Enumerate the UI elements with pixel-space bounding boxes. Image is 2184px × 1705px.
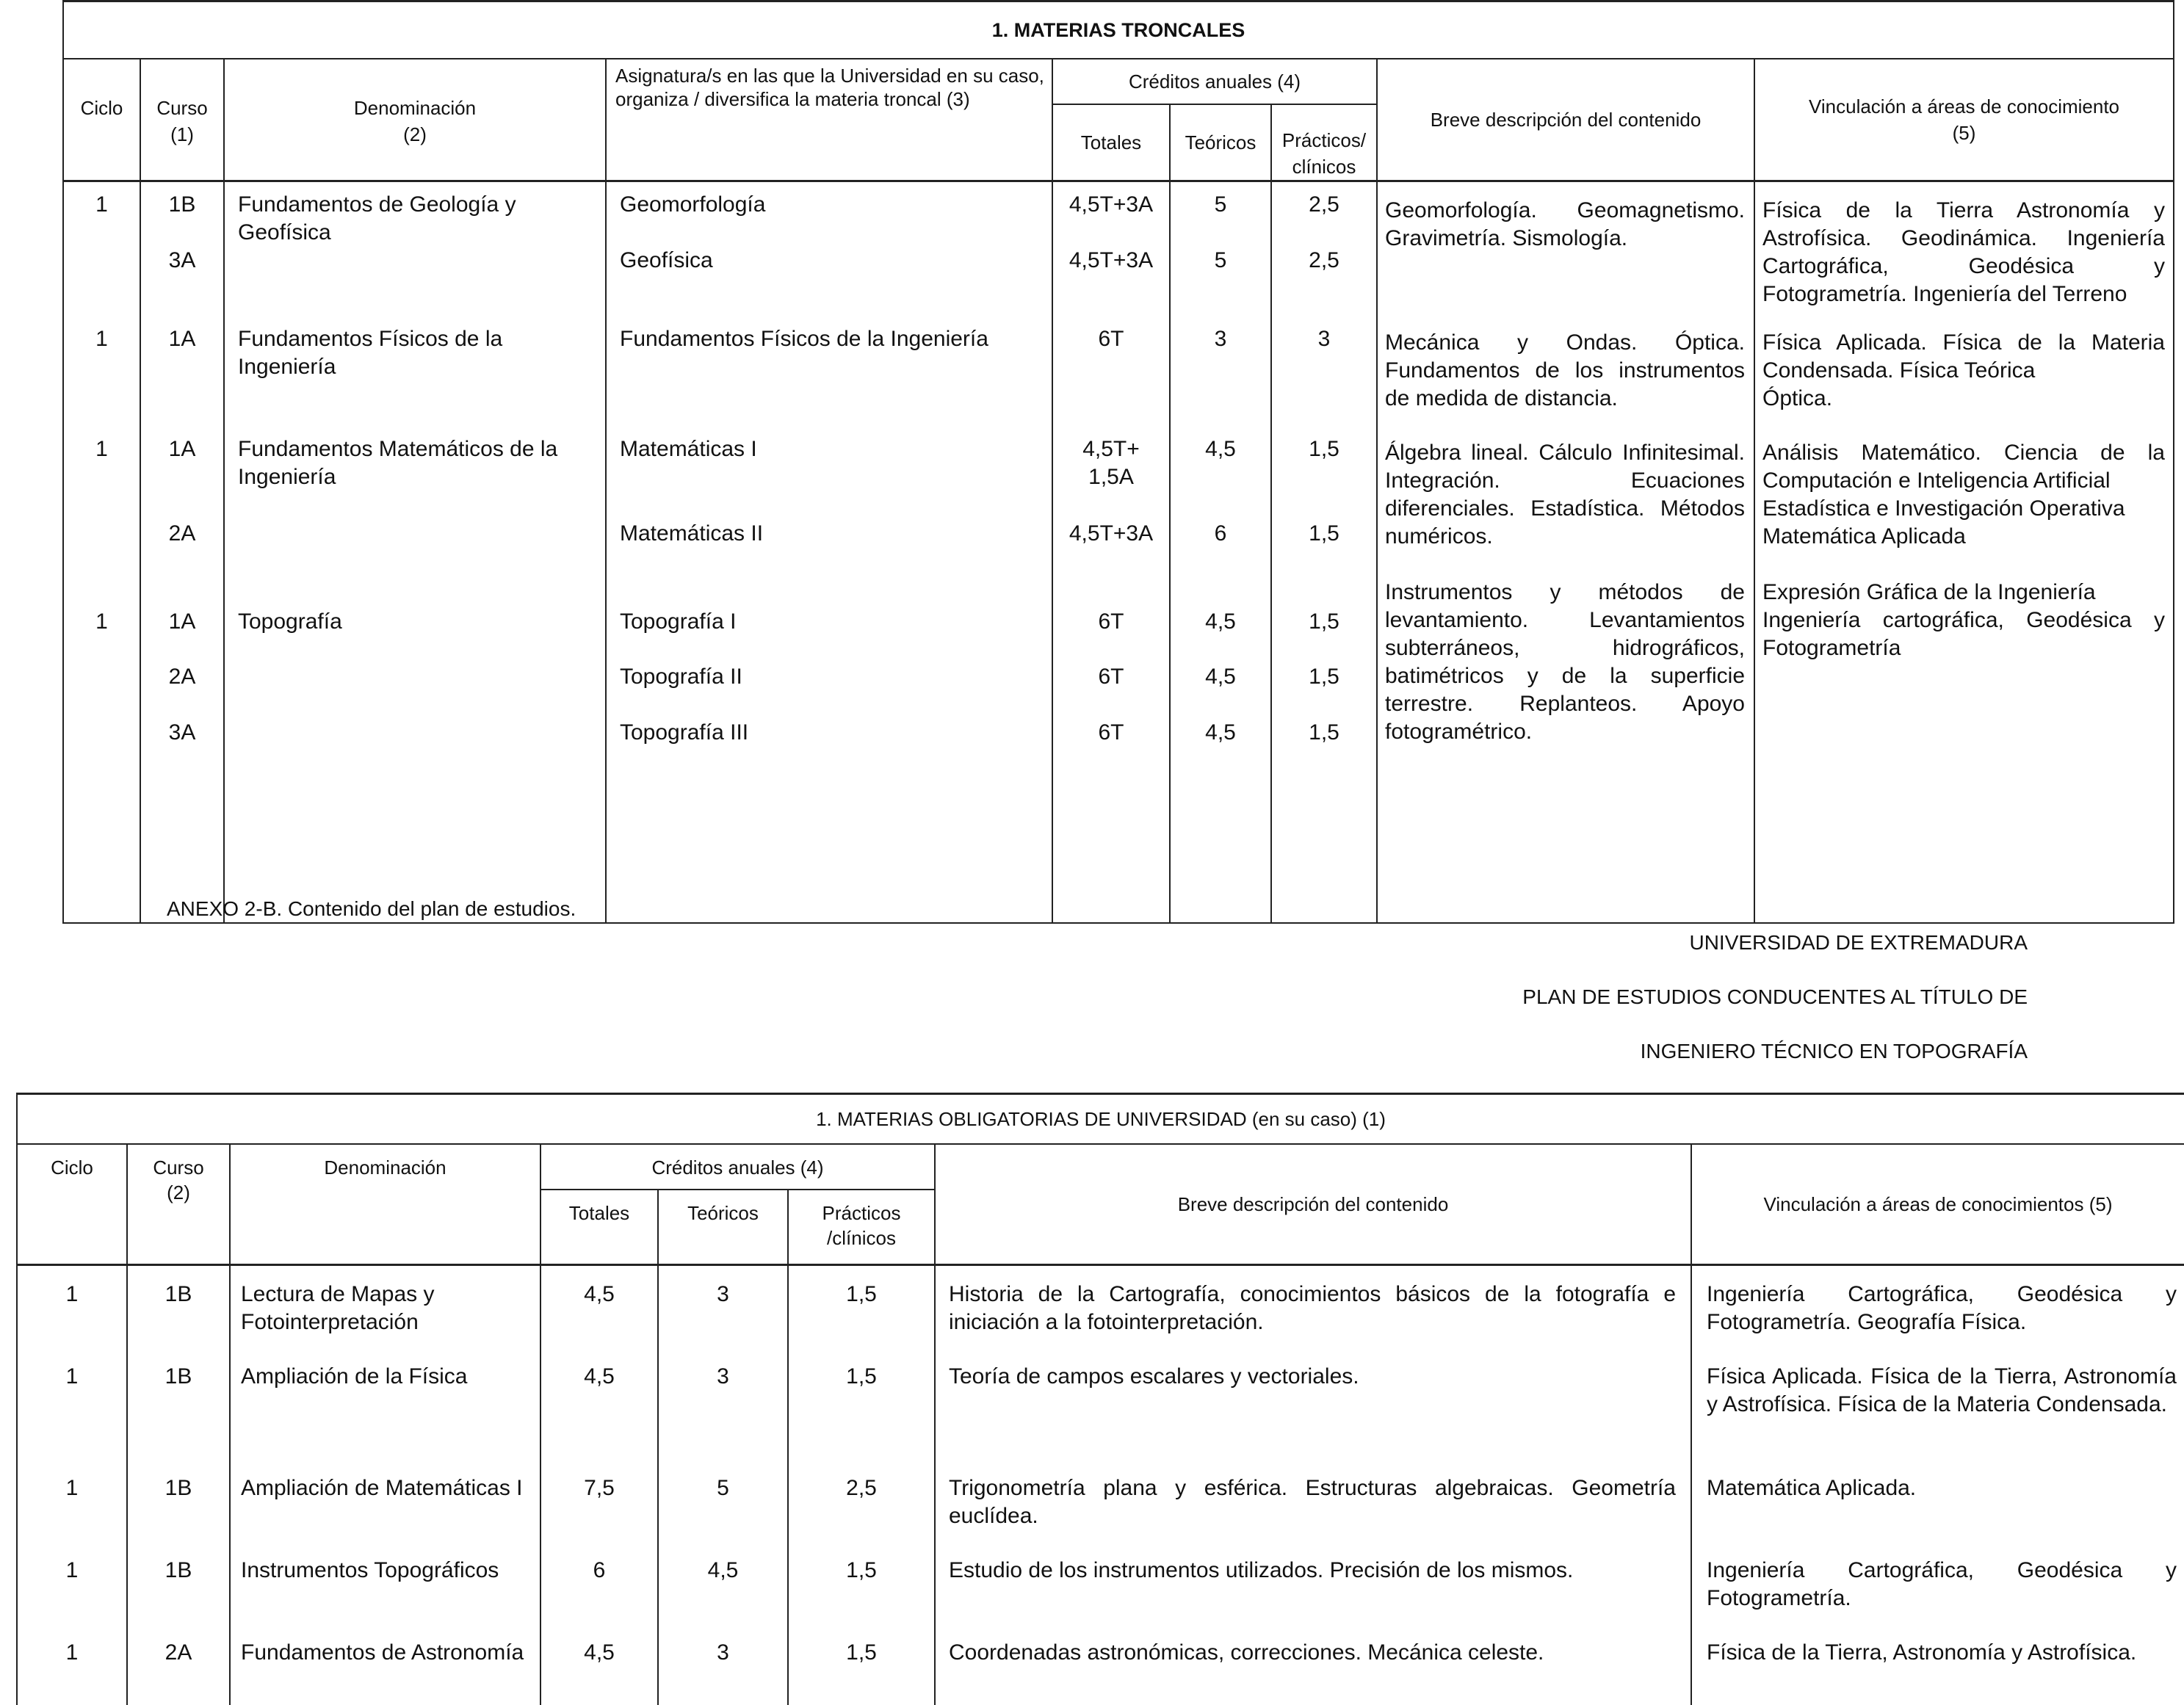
curso-value: 1B [127, 1460, 230, 1542]
denominacion-value: Topografía [238, 609, 342, 634]
header-practicos: Prácticos/ clínicos [1271, 104, 1377, 181]
curso-value: 1B [127, 1348, 230, 1460]
denominacion-column [224, 181, 606, 923]
vinculacion-value: Ingeniería Cartográfica, Geodésica y Fotogrametría. [1691, 1542, 2184, 1624]
totales-value: 6T [1098, 665, 1124, 689]
curso-value: 1B [127, 1264, 230, 1348]
practicos-value: 1,5 [788, 1348, 935, 1460]
denominacion-value: Instrumentos Topográficos [230, 1542, 540, 1624]
vinculacion-column [1754, 181, 2174, 923]
ciclo-value: 1 [95, 437, 108, 461]
ciclo-value: 1 [17, 1542, 127, 1624]
ciclo-value: 1 [95, 609, 108, 634]
teoricos-value: 4,5 [1205, 720, 1236, 745]
totales-value: 4,5T+3A [1069, 192, 1154, 217]
header-totales: Totales [1052, 104, 1170, 181]
practicos-value: 1,5 [1309, 521, 1339, 546]
teoricos-value: 6 [1214, 521, 1227, 546]
teoricos-value: 4,5 [1205, 609, 1236, 634]
header-ciclo: Ciclo [17, 1144, 127, 1264]
vinculacion-value: Expresión Gráfica de la Ingeniería Ingeniería cartográfica, Geodésica y Fotogrametría [1762, 580, 2165, 660]
asignatura-value: Matemáticas II [620, 521, 764, 546]
ciclo-value: 1 [17, 1624, 127, 1705]
totales-value: 4,5T+3A [1069, 248, 1154, 272]
denominacion-value: Fundamentos de Geología y Geofísica [238, 192, 516, 245]
annex-caption: ANEXO 2-B. Contenido del plan de estudios. [167, 897, 576, 920]
table2-title: 1. MATERIAS OBLIGATORIAS DE UNIVERSIDAD (en su caso) (1) [17, 1094, 2184, 1145]
denominacion-value: Fundamentos Matemáticos de la Ingeniería [238, 437, 558, 489]
header-ciclo: Ciclo [63, 59, 140, 181]
header-asignaturas: Asignatura/s en las que la Universidad en su caso, organiza / diversifica la materia troncal (3) [606, 59, 1052, 181]
practicos-value: 2,5 [788, 1460, 935, 1542]
table1-title: 1. MATERIAS TRONCALES [63, 1, 2174, 59]
totales-value: 6T [1098, 327, 1124, 351]
totales-value: 4,5 [540, 1264, 658, 1348]
asignatura-value: Fundamentos Físicos de la Ingeniería [620, 327, 988, 351]
descripcion-value: Estudio de los instrumentos utilizados. Precisión de los mismos. [935, 1542, 1691, 1624]
header-denominacion: Denominación (2) [224, 59, 606, 181]
teoricos-value: 4,5 [1205, 437, 1236, 461]
ciclo-value: 1 [17, 1264, 127, 1348]
teoricos-value: 3 [658, 1264, 788, 1348]
asignatura-value: Topografía I [620, 609, 737, 634]
curso-value: 3A [168, 720, 196, 745]
totales-value: 4,5 [540, 1624, 658, 1705]
header-creditos: Créditos anuales (4) [1052, 59, 1377, 104]
ciclo-value: 1 [17, 1460, 127, 1542]
university-name: UNIVERSIDAD DE EXTREMADURA [1689, 931, 2028, 954]
totales-value: 4,5T+3A [1069, 521, 1154, 546]
asignatura-column [606, 181, 1052, 923]
teoricos-value: 5 [1214, 192, 1227, 217]
header-descripcion: Breve descripción del contenido [935, 1144, 1691, 1264]
teoricos-value: 5 [658, 1460, 788, 1542]
totales-value: 6T [1098, 609, 1124, 634]
descripcion-value: Historia de la Cartografía, conocimientos básicos de la fotografía e iniciación a la fotointerpretación. [935, 1264, 1691, 1348]
totales-value: 7,5 [540, 1460, 658, 1542]
practicos-value: 1,5 [1309, 665, 1339, 689]
teoricos-value: 4,5 [1205, 665, 1236, 689]
header-teoricos: Teóricos [658, 1190, 788, 1264]
table-row [17, 1264, 2184, 1348]
vinculacion-value: Física de la Tierra Astronomía y Astrofísica. Geodinámica. Ingeniería Cartográfica, Geodésica y Fotogrametría. Ingeniería del Terreno [1762, 198, 2165, 306]
curso-value: 1B [168, 192, 196, 217]
practicos-value: 1,5 [1309, 437, 1339, 461]
asignatura-value: Topografía II [620, 665, 742, 689]
asignatura-value: Geomorfología [620, 192, 766, 217]
denominacion-value: Fundamentos de Astronomía [230, 1624, 540, 1705]
obligatorias-table [16, 1093, 2184, 1705]
header-totales: Totales [540, 1190, 658, 1264]
vinculacion-value: Física de la Tierra, Astronomía y Astrofísica. [1691, 1624, 2184, 1705]
curso-value: 2A [168, 665, 196, 689]
vinculacion-value: Física Aplicada. Física de la Materia Condensada. Física Teórica Óptica. [1762, 330, 2165, 410]
denominacion-value: Ampliación de Matemáticas I [230, 1460, 540, 1542]
practicos-value: 1,5 [1309, 720, 1339, 745]
ciclo-value: 1 [17, 1348, 127, 1460]
descripcion-value: Instrumentos y métodos de levantamiento. Levantamientos subterráneos, hidrográficos, batimétricos y de la superficie terrestre. Replanteos. Apoyo fotogramétrico. [1385, 580, 1745, 744]
degree-title: INGENIERO TÉCNICO EN TOPOGRAFÍA [1640, 1040, 2028, 1063]
curso-value: 1A [168, 437, 196, 461]
teoricos-value: 4,5 [658, 1542, 788, 1624]
descripcion-value: Trigonometría plana y esférica. Estructuras algebraicas. Geometría euclídea. [935, 1460, 1691, 1542]
curso-value: 1A [168, 609, 196, 634]
header-denominacion: Denominación [230, 1144, 540, 1264]
table-row [17, 1542, 2184, 1624]
totales-column [1052, 181, 1170, 923]
descripcion-value: Álgebra lineal. Cálculo Infinitesimal. Integración. Ecuaciones diferenciales. Estadística. Métodos numéricos. [1385, 441, 1745, 549]
practicos-value: 1,5 [1309, 609, 1339, 634]
ciclo-value: 1 [95, 192, 108, 217]
troncales-table [62, 0, 2174, 924]
table-row [17, 1348, 2184, 1460]
practicos-value: 3 [1317, 327, 1331, 351]
totales-value: 6T [1098, 720, 1124, 745]
table-row [17, 1624, 2184, 1705]
asignatura-value: Matemáticas I [620, 437, 757, 461]
descripcion-value: Geomorfología. Geomagnetismo. Gravimetría. Sismología. [1385, 198, 1745, 250]
header-descripcion: Breve descripción del contenido [1377, 59, 1754, 181]
teoricos-value: 3 [658, 1348, 788, 1460]
curso-column [140, 181, 224, 923]
table-row [17, 1460, 2184, 1542]
totales-value: 4,5 [540, 1348, 658, 1460]
header-curso: Curso (1) [140, 59, 224, 181]
curso-value: 3A [168, 248, 196, 272]
descripcion-value: Mecánica y Ondas. Óptica. Fundamentos de los instrumentos de medida de distancia. [1385, 330, 1745, 410]
practicos-value: 1,5 [788, 1264, 935, 1348]
teoricos-value: 3 [658, 1624, 788, 1705]
vinculacion-value: Ingeniería Cartográfica, Geodésica y Fotogrametría. Geografía Física. [1691, 1264, 2184, 1348]
practicos-value: 1,5 [788, 1624, 935, 1705]
plan-title: PLAN DE ESTUDIOS CONDUCENTES AL TÍTULO DE [1522, 985, 2028, 1008]
ciclo-value: 1 [95, 327, 108, 351]
curso-value: 1A [168, 327, 196, 351]
descripcion-value: Coordenadas astronómicas, correcciones. Mecánica celeste. [935, 1624, 1691, 1705]
totales-value: 4,5T+ 1,5A [1082, 437, 1140, 489]
asignatura-value: Topografía III [620, 720, 749, 745]
teoricos-value: 3 [1214, 327, 1227, 351]
practicos-value: 2,5 [1309, 248, 1339, 272]
vinculacion-value: Análisis Matemático. Ciencia de la Computación e Inteligencia Artificial Estadística e Investigación Operativa Matemática Aplicada [1762, 441, 2165, 549]
header-vinculacion: Vinculación a áreas de conocimiento (5) [1754, 59, 2174, 181]
descripcion-value: Teoría de campos escalares y vectoriales. [935, 1348, 1691, 1460]
practicos-column [1271, 181, 1377, 923]
ciclo-column [63, 181, 140, 923]
header-creditos: Créditos anuales (4) [540, 1144, 935, 1190]
vinculacion-value: Física Aplicada. Física de la Tierra, Astronomía y Astrofísica. Física de la Materia Condensada. [1691, 1348, 2184, 1460]
denominacion-value: Lectura de Mapas y Fotointerpretación [230, 1264, 540, 1348]
header-curso: Curso (2) [127, 1144, 230, 1264]
curso-value: 2A [127, 1624, 230, 1705]
denominacion-value: Ampliación de la Física [230, 1348, 540, 1460]
denominacion-value: Fundamentos Físicos de la Ingeniería [238, 327, 503, 379]
header-teoricos: Teóricos [1170, 104, 1271, 181]
teoricos-value: 5 [1214, 248, 1227, 272]
asignatura-value: Geofísica [620, 248, 713, 272]
header-practicos: Prácticos /clínicos [788, 1190, 935, 1264]
vinculacion-value: Matemática Aplicada. [1691, 1460, 2184, 1542]
totales-value: 6 [540, 1542, 658, 1624]
practicos-value: 1,5 [788, 1542, 935, 1624]
descripcion-column [1377, 181, 1754, 923]
practicos-value: 2,5 [1309, 192, 1339, 217]
header-vinculacion: Vinculación a áreas de conocimientos (5) [1691, 1144, 2184, 1264]
teoricos-column [1170, 181, 1271, 923]
curso-value: 2A [168, 521, 196, 546]
curso-value: 1B [127, 1542, 230, 1624]
